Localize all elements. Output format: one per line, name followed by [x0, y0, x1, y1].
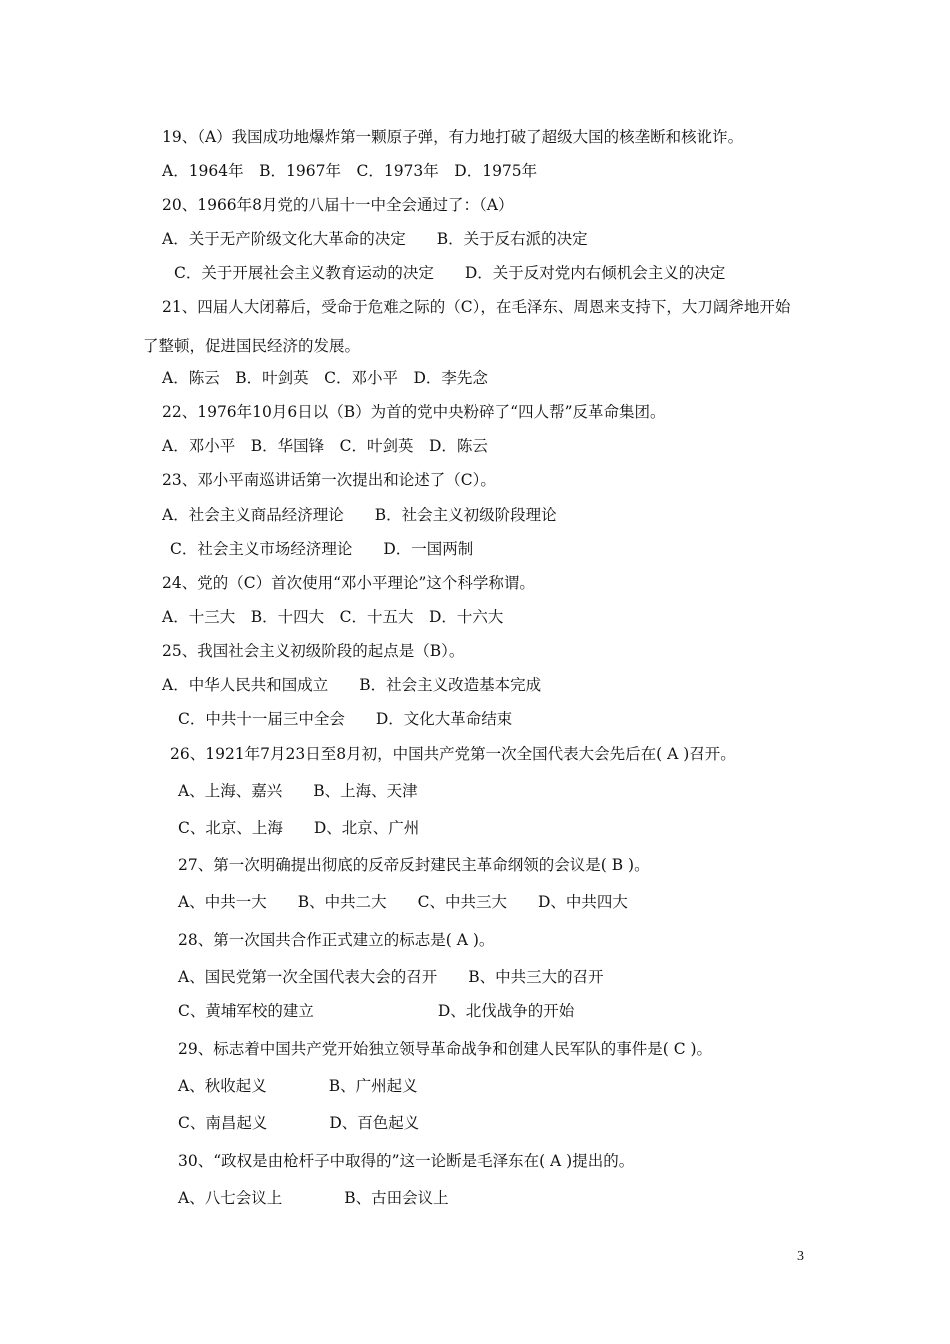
question-21-options: A．陈云 B．叶剑英 C．邓小平 D．李先念: [162, 369, 488, 387]
question-26-options-cd: C、北京、上海 D、北京、广州: [178, 819, 420, 837]
question-23-options-ab: A．社会主义商品经济理论 B．社会主义初级阶段理论: [162, 506, 557, 524]
question-30-options: A、八七会议上 B、古田会议上: [178, 1189, 449, 1207]
question-23-options-cd: C．社会主义市场经济理论 D．一国两制: [170, 540, 474, 558]
question-21-continued: 了整顿，促进国民经济的发展。: [143, 337, 361, 355]
question-20-options-ab: A．关于无产阶级文化大革命的决定 B．关于反右派的决定: [162, 230, 588, 248]
question-28: 28、第一次国共合作正式建立的标志是( A )。: [178, 931, 495, 949]
question-29: 29、标志着中国共产党开始独立领导革命战争和创建人民军队的事件是( C )。: [178, 1040, 713, 1058]
question-27: 27、第一次明确提出彻底的反帝反封建民主革命纲领的会议是( B )。: [178, 856, 650, 874]
question-28-options-cd: C、黄埔军校的建立 D、北伐战争的开始: [178, 1002, 575, 1020]
question-26-options-ab: A、上海、嘉兴 B、上海、天津: [178, 782, 418, 800]
question-26: 26、1921年7月23日至8月初，中国共产党第一次全国代表大会先后在( A )召开。: [170, 745, 736, 763]
question-19: 19、（A）我国成功地爆炸第一颗原子弹，有力地打破了超级大国的核垄断和核讹诈。: [162, 128, 744, 146]
question-30: 30、“政权是由枪杆子中取得的”这一论断是毛泽东在( A )提出的。: [178, 1152, 635, 1170]
question-23: 23、邓小平南巡讲话第一次提出和论述了（C）。: [162, 471, 496, 489]
question-25: 25、我国社会主义初级阶段的起点是（B）。: [162, 642, 465, 660]
question-21: 21、四届人大闭幕后，受命于危难之际的（C），在毛泽东、周恩来支持下，大刀阔斧地开始: [162, 298, 791, 316]
question-25-options-ab: A．中华人民共和国成立 B．社会主义改造基本完成: [162, 676, 542, 694]
question-25-options-cd: C．中共十一届三中全会 D．文化大革命结束: [178, 710, 513, 728]
question-24: 24、党的（C）首次使用“邓小平理论”这个科学称谓。: [162, 574, 535, 592]
question-27-options: A、中共一大 B、中共二大 C、中共三大 D、中共四大: [178, 893, 628, 911]
question-22: 22、1976年10月6日以（B）为首的党中央粉碎了“四人帮”反革命集团。: [162, 403, 666, 421]
question-20: 20、1966年8月党的八届十一中全会通过了：（A）: [162, 196, 514, 214]
page-number: 3: [797, 1249, 804, 1264]
question-22-options: A．邓小平 B．华国锋 C．叶剑英 D．陈云: [162, 437, 488, 455]
question-24-options: A．十三大 B．十四大 C．十五大 D．十六大: [162, 608, 504, 626]
question-20-options-cd: C．关于开展社会主义教育运动的决定 D．关于反对党内右倾机会主义的决定: [174, 264, 726, 282]
question-28-options-ab: A、国民党第一次全国代表大会的召开 B、中共三大的召开: [178, 968, 604, 986]
question-29-options-cd: C、南昌起义 D、百色起义: [178, 1114, 420, 1132]
question-19-options: A．1964年 B．1967年 C．1973年 D．1975年: [162, 162, 538, 180]
question-29-options-ab: A、秋收起义 B、广州起义: [178, 1077, 418, 1095]
